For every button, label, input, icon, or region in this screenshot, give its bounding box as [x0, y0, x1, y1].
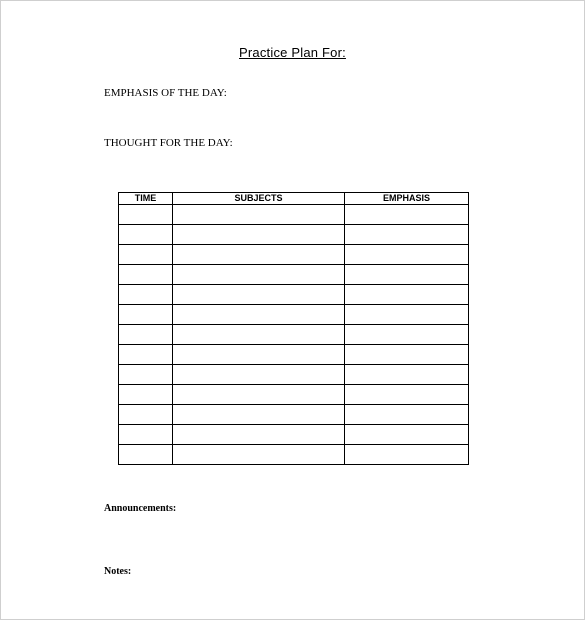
table-row [119, 265, 469, 285]
subjects-cell [173, 445, 345, 465]
schedule-body [119, 205, 469, 465]
subjects-column-header: SUBJECTS [173, 193, 345, 205]
time-cell [119, 245, 173, 265]
table-row [119, 385, 469, 405]
emphasis-cell [345, 445, 469, 465]
table-row [119, 425, 469, 445]
subjects-cell [173, 245, 345, 265]
time-cell [119, 385, 173, 405]
table-row [119, 325, 469, 345]
subjects-cell [173, 405, 345, 425]
subjects-cell [173, 305, 345, 325]
subjects-cell [173, 325, 345, 345]
emphasis-cell [345, 385, 469, 405]
table-row [119, 405, 469, 425]
emphasis-of-day-label: EMPHASIS OF THE DAY: [104, 87, 227, 99]
subjects-cell [173, 385, 345, 405]
schedule-header-row [119, 193, 469, 205]
subjects-cell [173, 265, 345, 285]
table-row [119, 245, 469, 265]
page-title: Practice Plan For: [239, 45, 346, 60]
emphasis-column-header: EMPHASIS [345, 193, 469, 205]
time-cell [119, 205, 173, 225]
table-row [119, 285, 469, 305]
emphasis-cell [345, 265, 469, 285]
table-row [119, 345, 469, 365]
table-row [119, 305, 469, 325]
subjects-cell [173, 345, 345, 365]
subjects-cell [173, 425, 345, 445]
time-cell [119, 285, 173, 305]
subjects-cell [173, 205, 345, 225]
table-row [119, 225, 469, 245]
emphasis-cell [345, 345, 469, 365]
table-row [119, 445, 469, 465]
emphasis-cell [345, 405, 469, 425]
time-cell [119, 325, 173, 345]
notes-label: Notes: [104, 566, 132, 577]
time-cell [119, 265, 173, 285]
time-cell [119, 445, 173, 465]
time-cell [119, 225, 173, 245]
emphasis-cell [345, 205, 469, 225]
schedule-table [118, 192, 469, 465]
time-column-header: TIME [119, 193, 173, 205]
thought-for-day-label: THOUGHT FOR THE DAY: [104, 137, 233, 149]
emphasis-cell [345, 245, 469, 265]
time-cell [119, 425, 173, 445]
table-row [119, 205, 469, 225]
emphasis-cell [345, 425, 469, 445]
emphasis-cell [345, 325, 469, 345]
emphasis-cell [345, 225, 469, 245]
time-cell [119, 365, 173, 385]
emphasis-cell [345, 285, 469, 305]
table-row [119, 365, 469, 385]
subjects-cell [173, 285, 345, 305]
subjects-cell [173, 365, 345, 385]
emphasis-cell [345, 365, 469, 385]
emphasis-cell [345, 305, 469, 325]
announcements-label: Announcements: [104, 503, 177, 514]
time-cell [119, 305, 173, 325]
time-cell [119, 345, 173, 365]
subjects-cell [173, 225, 345, 245]
time-cell [119, 405, 173, 425]
